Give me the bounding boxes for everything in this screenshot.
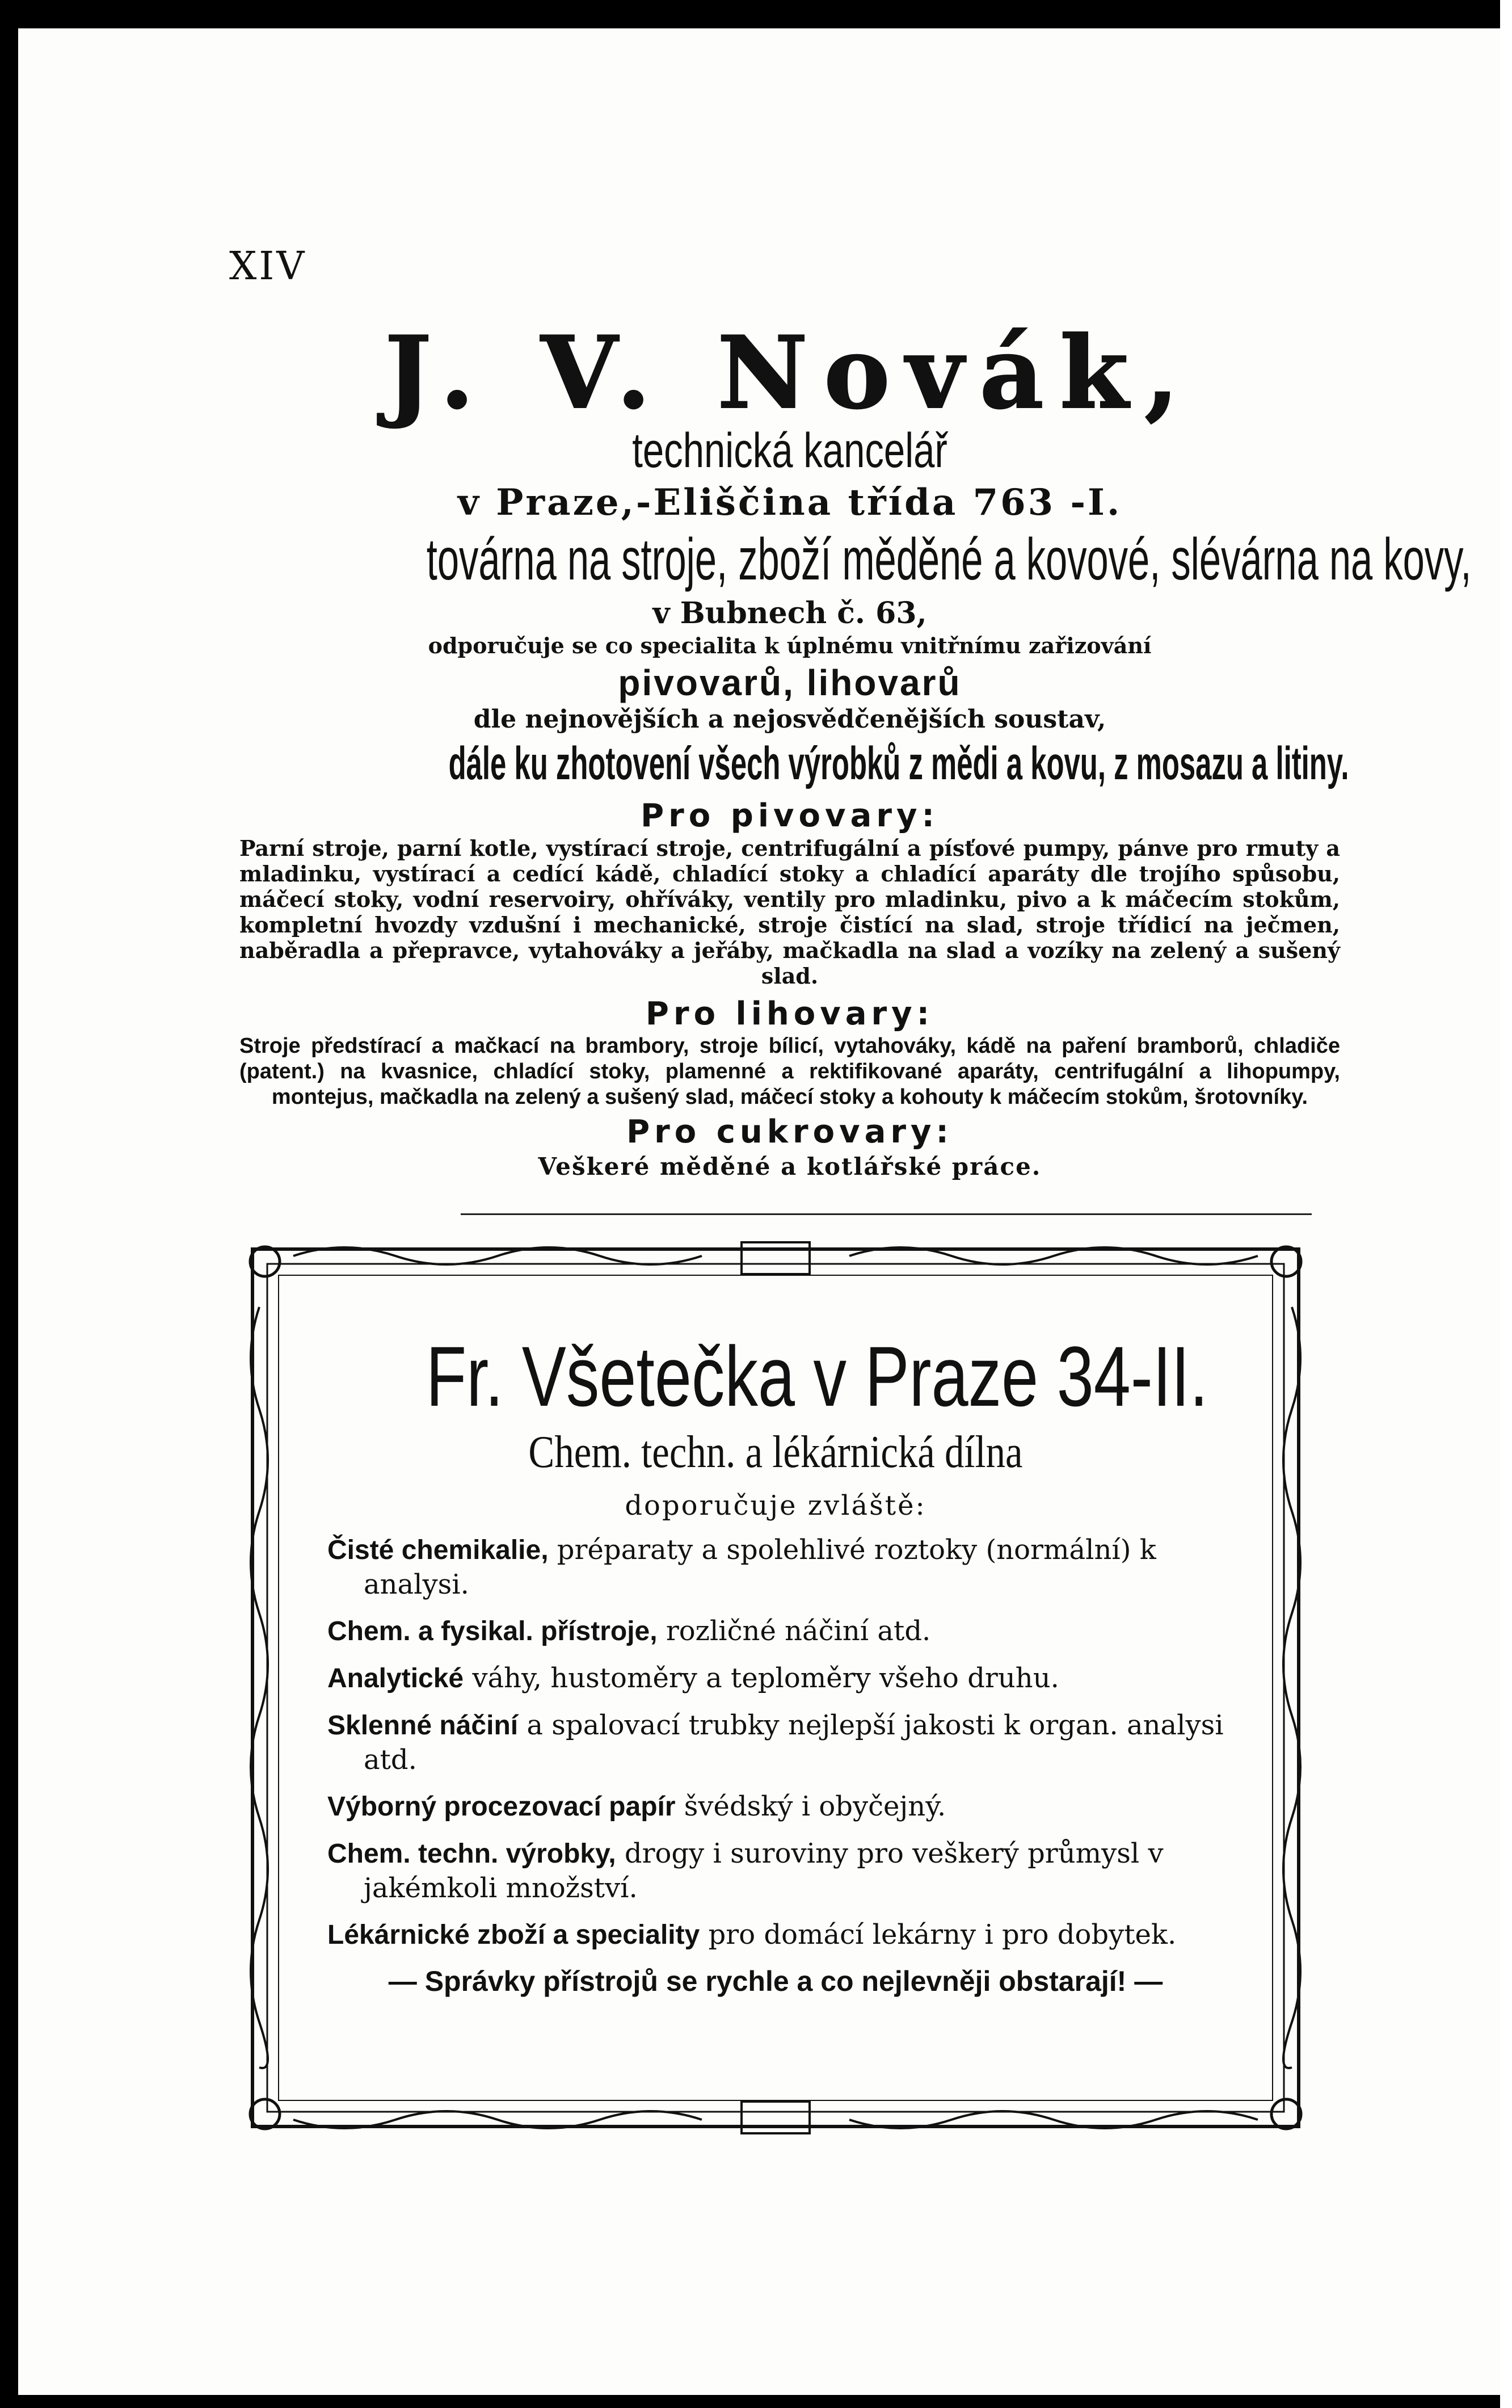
breweries-heading: Pro pivovary: <box>641 797 939 834</box>
recommends-line: odporučuje se co specialita k úplnému vnitřnímu zařizování <box>428 633 1152 658</box>
list-item: Analytické váhy, hustoměry a teploměry všeho druhu. <box>327 1662 1059 1694</box>
location-line: v Bubnech č. 63, <box>652 596 927 631</box>
sugar-heading: Pro cukrovary: <box>626 1113 953 1150</box>
vsetecka-content <box>327 1324 1224 1998</box>
sugar-text: Veškeré měděné a kotlářské práce. <box>538 1153 1042 1180</box>
vsetecka-title: Fr. Všetečka v Praze 34-II. <box>426 1329 1208 1424</box>
factory-line: továrna na stroje, zboží měděné a kovové, slévárna na kovy, <box>426 527 1472 592</box>
vsetecka-recommends: doporučuje zvláště: <box>625 1490 926 1522</box>
breweries-line: pivovarů, lihovarů <box>618 662 962 703</box>
systems-line: dle nejnovějších a nejosvědčenějších soustav, <box>473 705 1106 734</box>
list-item: Sklenné náčiní a spalovací trubky nejlepší jakosti k organ. analysi atd. <box>327 1709 1224 1776</box>
address-line: v Praze,-Eliščina třída 763 -I. <box>457 481 1122 524</box>
page-number: XIV <box>229 244 307 289</box>
production-line: dále ku zhotovení všech výrobků z mědi a kovu, z mosazu a litiny. <box>448 738 1349 789</box>
list-item: Čisté chemikalie, préparaty a spolehlivé roztoky (normální) k analysi. <box>327 1534 1156 1600</box>
vsetecka-advertisement <box>242 1239 1309 2137</box>
distilleries-text: Stroje předstírací a mačkací na brambory, stroje bílicí, vytahováky, kádě na paření bramborů, chladiče (patent.) na kvasnice, chladící stoky, plamenné a rektifikované aparáty, centrifugální a lihopumpy, montejus, mačkadla na zelený a sušený slad, máčecí stoky a kohouty k máčecím stokům, šrotovníky. <box>239 1034 1340 1109</box>
novak-advertisement <box>239 315 1472 1180</box>
breweries-text: Parní stroje, parní kotle, vystírací stroje, centrifugální a písťové pumpy, pánve pro rmuty a mladinku, vystírací a cedící kádě, chladící stoky a chladící aparáty dle trojího spůsobu, máčecí stoky, vodní reservoiry, ohříváky, ventily pro mladinku, pivo a k máčecím stokům, kompletní hvozdy vzdušní i mechanické, stroje čistící na slad, stroje třídicí na ječmen, naběradla a přepravce, vytahováky a jeřáby, mačkadla na slad a vozíky na zelený a sušený slad. <box>239 835 1340 989</box>
office-line: technická kancelář <box>632 423 947 478</box>
list-item: Chem. a fysikal. přístroje, rozličné náčiní atd. <box>327 1615 931 1647</box>
vsetecka-footer: — Správky přístrojů se rychle a co nejlevněji obstarají! — <box>388 1965 1163 1997</box>
product-list <box>327 1533 1224 1952</box>
document-page <box>18 28 1500 2395</box>
list-item: Chem. techn. výrobky, drogy i suroviny pro veškerý průmysl v jakémkoli množství. <box>327 1838 1164 1904</box>
firm-name: J. V. Novák, <box>384 315 1195 431</box>
vsetecka-subtitle: Chem. techn. a lékárnická dílna <box>528 1427 1023 1477</box>
separator-rule <box>461 1213 1312 1215</box>
list-item: Výborný procezovací papír švédský i obyčejný. <box>327 1791 946 1822</box>
scan-border <box>1500 0 1512 2408</box>
distilleries-heading: Pro lihovary: <box>645 995 934 1032</box>
list-item: Lékárnické zboží a speciality pro domácí lekárny i pro dobytek. <box>327 1919 1177 1951</box>
